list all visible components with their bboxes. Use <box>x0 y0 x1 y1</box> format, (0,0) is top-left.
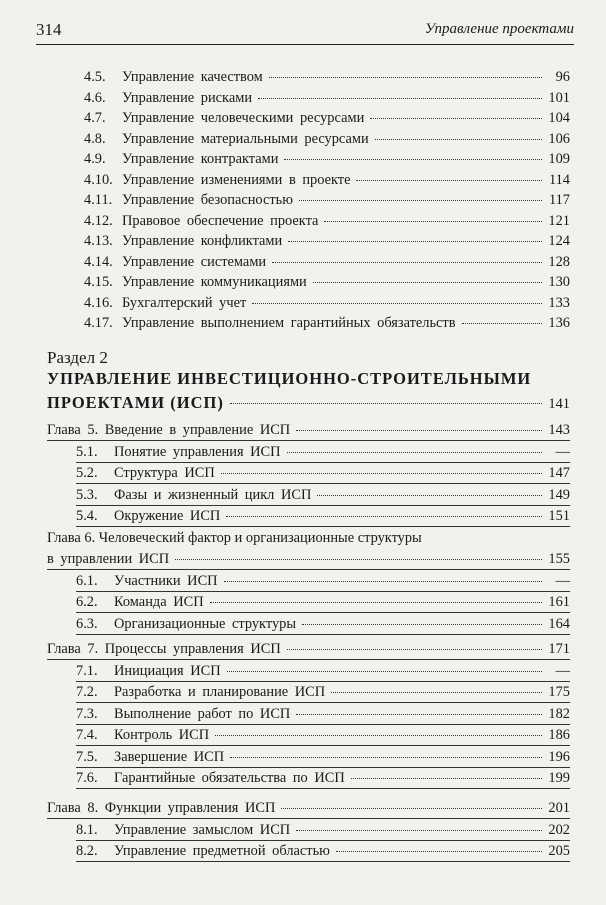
entry-page: 164 <box>548 615 570 632</box>
leader-dots <box>215 735 542 736</box>
toc-entry[interactable] <box>76 726 570 744</box>
entry-title: Управление изменениями в проекте <box>122 171 351 188</box>
leader-dots <box>281 808 542 809</box>
entry-number: 6.3. <box>76 615 98 632</box>
entry-page: 117 <box>548 192 570 208</box>
toc-entry[interactable] <box>84 68 570 86</box>
toc-entry[interactable] <box>84 253 570 271</box>
entry-number: 4.14. <box>84 253 113 270</box>
entry-page: 202 <box>548 822 570 838</box>
toc-entry[interactable] <box>84 212 570 230</box>
leader-dots <box>462 323 543 324</box>
leader-dots <box>258 98 542 99</box>
leader-dots <box>296 830 542 831</box>
entry-number: 5.3. <box>76 486 98 503</box>
entry-page: 171 <box>548 641 570 657</box>
leader-dots <box>351 778 542 779</box>
entry-page: 101 <box>548 89 570 106</box>
entry-underline <box>76 505 570 506</box>
leader-dots <box>296 430 542 431</box>
leader-dots <box>287 649 542 650</box>
leader-dots <box>230 403 542 404</box>
toc-entry[interactable] <box>84 314 570 332</box>
leader-dots <box>272 262 542 263</box>
entry-page: 186 <box>548 727 570 744</box>
leader-dots <box>269 77 542 78</box>
entry-number: 5.4. <box>76 508 98 525</box>
entry-number: 7.4. <box>76 727 98 744</box>
entry-title: Управление выполнением гарантийных обязательств <box>122 315 456 331</box>
entry-number: 4.15. <box>84 274 113 290</box>
entry-number: 4.6. <box>84 89 106 106</box>
entry-underline <box>76 483 570 484</box>
entry-underline <box>76 634 570 635</box>
entry-page: — <box>555 573 570 589</box>
leader-dots <box>210 602 542 603</box>
entry-number: 4.8. <box>84 130 106 147</box>
entry-title: Команда ИСП <box>114 594 204 611</box>
entry-title: Глава 5. Введение в управление ИСП <box>47 422 291 438</box>
toc-entry[interactable] <box>84 130 570 148</box>
entry-underline <box>76 788 570 789</box>
entry-number: 7.6. <box>76 770 98 786</box>
entry-title: Организационные структуры <box>114 615 297 632</box>
entry-page: 175 <box>548 684 570 701</box>
running-title: Управление проектами <box>424 21 574 37</box>
leader-dots <box>302 624 542 625</box>
toc-entry[interactable] <box>84 273 570 291</box>
toc-entry[interactable] <box>84 171 570 189</box>
toc-entry[interactable] <box>76 821 570 839</box>
entry-number: 6.1. <box>76 573 98 589</box>
leader-dots <box>226 516 542 517</box>
toc-entry[interactable] <box>76 748 570 766</box>
toc-entry[interactable] <box>84 150 570 168</box>
entry-underline <box>76 702 570 703</box>
entry-number: 7.3. <box>76 705 98 722</box>
entry-number: 4.10. <box>84 171 113 188</box>
leader-dots <box>221 473 542 474</box>
leader-dots <box>175 559 542 560</box>
entry-page: 121 <box>548 212 570 229</box>
toc-entry[interactable] <box>76 443 570 461</box>
entry-title: Управление рисками <box>122 89 253 106</box>
leader-dots <box>317 495 542 496</box>
entry-page: 199 <box>548 770 570 786</box>
entry-number: 7.5. <box>76 748 98 765</box>
leader-dots <box>230 757 542 758</box>
entry-number: 8.1. <box>76 822 98 838</box>
leader-dots <box>252 303 542 304</box>
entry-title: Управление конфликтами <box>122 233 283 249</box>
toc-entry[interactable] <box>84 232 570 250</box>
entry-title: Окружение ИСП <box>114 508 221 525</box>
toc-entry[interactable] <box>76 507 570 525</box>
toc-entry[interactable] <box>76 464 570 482</box>
leader-dots <box>336 851 542 852</box>
leader-dots <box>375 139 542 140</box>
toc-entry[interactable] <box>76 593 570 611</box>
leader-dots <box>288 241 542 242</box>
entry-underline <box>76 745 570 746</box>
entry-underline <box>76 612 570 613</box>
entry-title: Управление безопасностью <box>122 192 293 208</box>
entry-number: 4.13. <box>84 233 113 249</box>
entry-title: Глава 7. Процессы управления ИСП <box>47 641 281 657</box>
entry-title: Управление коммуникациями <box>122 274 307 290</box>
entry-page: 161 <box>548 594 570 611</box>
entry-page: 147 <box>548 465 570 482</box>
entry-title: Управление человеческими ресурсами <box>122 110 365 126</box>
leader-dots <box>224 581 542 582</box>
chapter-entry[interactable] <box>47 640 570 658</box>
entry-page: 151 <box>548 508 570 525</box>
entry-number: 4.12. <box>84 212 113 229</box>
toc-entry[interactable] <box>84 89 570 107</box>
chapter-entry[interactable] <box>47 799 570 817</box>
entry-page: 201 <box>548 800 570 816</box>
entry-title: Завершение ИСП <box>114 748 225 765</box>
page-header <box>36 16 574 45</box>
entry-number: 4.16. <box>84 294 113 311</box>
entry-title: Структура ИСП <box>114 465 215 482</box>
entry-page: — <box>555 663 570 679</box>
toc-entry[interactable] <box>76 842 570 860</box>
entry-page: 196 <box>548 748 570 765</box>
entry-underline <box>76 681 570 682</box>
entry-page: 109 <box>548 151 570 167</box>
entry-number: 6.2. <box>76 594 98 611</box>
section-title-line2: ПРОЕКТАМИ (ИСП) <box>47 393 224 412</box>
entry-number: 4.9. <box>84 151 106 167</box>
leader-dots <box>356 180 542 181</box>
entry-title: Разработка и планирование ИСП <box>114 684 326 701</box>
entry-page: 149 <box>548 486 570 503</box>
section-title-line1: УПРАВЛЕНИЕ ИНВЕСТИЦИОННО-СТРОИТЕЛЬНЫМИ <box>47 369 532 388</box>
toc-entry[interactable] <box>76 572 570 590</box>
entry-number: 4.17. <box>84 315 113 331</box>
entry-page: 155 <box>548 551 570 567</box>
section-page: 141 <box>548 396 570 412</box>
entry-title: Правовое обеспечение проекта <box>122 212 319 229</box>
leader-dots <box>296 714 542 715</box>
entry-title: Контроль ИСП <box>114 727 210 744</box>
toc-entry[interactable] <box>84 294 570 312</box>
chapter-title-line1: Глава 6. Человеческий фактор и организационные структуры <box>47 530 422 546</box>
entry-title: Управление контрактами <box>122 151 279 167</box>
entry-underline <box>76 526 570 527</box>
entry-page: 182 <box>548 705 570 722</box>
entry-page: 130 <box>548 274 570 290</box>
entry-number: 4.11. <box>84 192 113 208</box>
entry-title: Управление системами <box>122 253 267 270</box>
leader-dots <box>227 671 542 672</box>
entry-number: 5.2. <box>76 465 98 482</box>
page-number: 314 <box>36 20 62 39</box>
entry-title: Бухгалтерский учет <box>122 294 247 311</box>
entry-title: Понятие управления ИСП <box>114 444 281 460</box>
entry-title: Глава 8. Функции управления ИСП <box>47 800 276 816</box>
entry-page: 96 <box>555 69 570 85</box>
entry-page: 114 <box>548 171 570 188</box>
entry-page: 133 <box>548 294 570 311</box>
section-label: Раздел 2 <box>47 348 108 367</box>
leader-dots <box>324 221 542 222</box>
entry-title: Управление качеством <box>122 69 263 85</box>
entry-title: Инициация ИСП <box>114 663 221 679</box>
leader-dots <box>313 282 542 283</box>
toc-entry[interactable] <box>76 662 570 680</box>
entry-underline <box>47 659 570 660</box>
entry-page: 104 <box>548 110 570 126</box>
entry-underline <box>76 767 570 768</box>
toc-entry[interactable] <box>76 683 570 701</box>
entry-underline <box>47 818 570 819</box>
leader-dots <box>299 200 542 201</box>
entry-title: Гарантийные обязательства по ИСП <box>114 770 345 786</box>
toc-entry[interactable] <box>84 109 570 127</box>
toc-entry[interactable] <box>84 191 570 209</box>
entry-page: 136 <box>548 315 570 331</box>
entry-page: 128 <box>548 253 570 270</box>
entry-underline <box>47 440 570 441</box>
entry-page: 106 <box>548 130 570 147</box>
entry-page: 124 <box>548 233 570 249</box>
chapter-entry[interactable] <box>47 421 570 439</box>
entry-underline <box>76 724 570 725</box>
toc-entry[interactable] <box>76 615 570 633</box>
entry-underline <box>76 840 570 841</box>
entry-number: 4.5. <box>84 69 106 85</box>
leader-dots <box>287 452 542 453</box>
entry-underline <box>76 462 570 463</box>
entry-title: в управлении ИСП <box>47 551 170 567</box>
toc-entry[interactable] <box>76 705 570 723</box>
entry-page: 205 <box>548 843 570 860</box>
entry-page: — <box>555 444 570 460</box>
entry-title: Участники ИСП <box>114 573 218 589</box>
entry-number: 7.2. <box>76 684 98 701</box>
entry-title: Управление замыслом ИСП <box>114 822 291 838</box>
section-title-row <box>47 392 570 415</box>
entry-number: 8.2. <box>76 843 98 860</box>
entry-page: 143 <box>548 422 570 438</box>
entry-title: Управление предметной областью <box>114 843 330 860</box>
chapter-entry[interactable] <box>47 550 570 568</box>
entry-title: Фазы и жизненный цикл ИСП <box>114 486 312 503</box>
entry-number: 5.1. <box>76 444 98 460</box>
leader-dots <box>370 118 542 119</box>
entry-underline <box>76 861 570 862</box>
entry-number: 7.1. <box>76 663 98 679</box>
entry-number: 4.7. <box>84 110 106 126</box>
leader-dots <box>284 159 542 160</box>
entry-underline <box>76 591 570 592</box>
toc-entry[interactable] <box>76 486 570 504</box>
leader-dots <box>331 692 542 693</box>
entry-title: Управление материальными ресурсами <box>122 130 369 147</box>
entry-title: Выполнение работ по ИСП <box>114 705 291 722</box>
toc-entry[interactable] <box>76 769 570 787</box>
entry-underline <box>47 569 570 570</box>
